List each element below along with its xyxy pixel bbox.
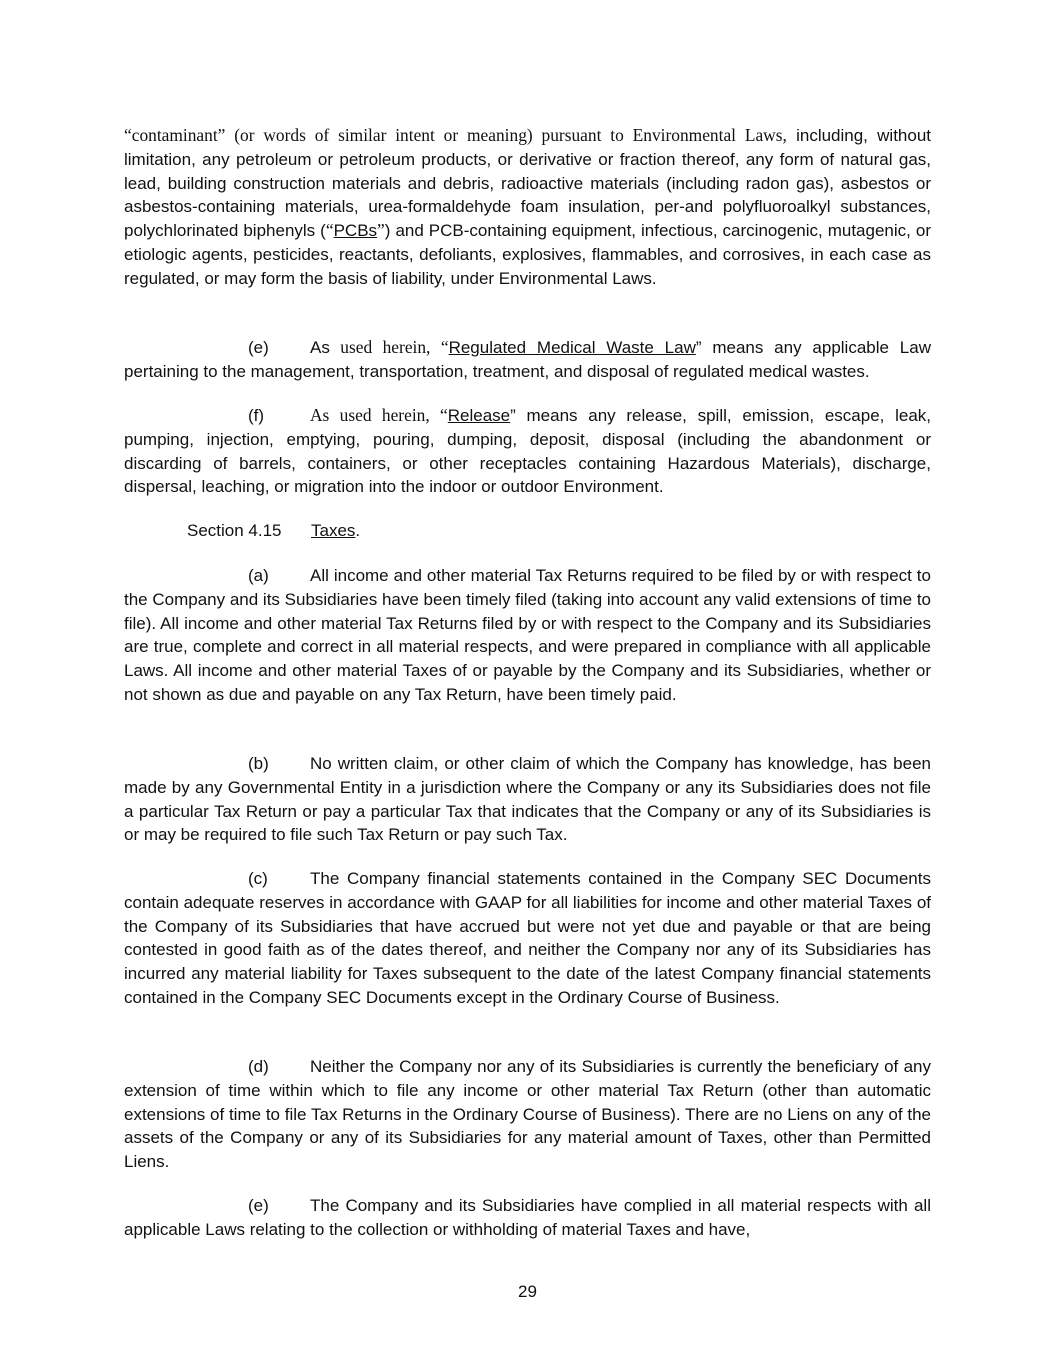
release-definition-text: ” means any release, spill, emission, escape, leak, pumping, injection, emptying, pouring, dumping, deposit, disposal (including the abandonment or discarding of barrels, containers, or other receptacles containing Hazardous Materials), discharge, dispersal, leaching, or migration into the indoor or outdoor Environment. [124, 406, 932, 497]
pcbs-quote-close: ” [377, 220, 385, 240]
tax-c-text: The Company financial statements contained in the Company SEC Documents contain adequate reserves in accordance with GAAP for all liabilities for income and other material Taxes of the Company of its Subsidiaries that have accrued but were not yet due and payable or that are being contested in good faith as of the dates thereof, and neither the Company nor any of its Subsidiaries has incurred any material liability for Taxes subsequent to the date of the latest Company financial statements contained in the Company SEC Documents except in the Ordinary Course of Business. [124, 869, 931, 1007]
paragraph-regulated-medical-waste-law [124, 336, 931, 384]
tax-d-text: Neither the Company nor any of its Subsidiaries is currently the beneficiary of any extension of time within which to file any income or other material Tax Return (other than automatic extensions of time to file Tax Returns in the Ordinary Course of Business). There are no Liens on any of the assets of the Company or any of its Subsidiaries for any material amount of Taxes, other than Permitted Liens. [124, 1057, 931, 1171]
clause-label-f: (f) [248, 406, 265, 425]
section-number: Section 4.15 [187, 521, 282, 540]
section-title: Taxes [311, 521, 356, 540]
clause-label-e-tax: (e) [248, 1196, 269, 1215]
release-used-herein-text: As used herein, “ [310, 405, 448, 425]
clause-label-d: (d) [248, 1057, 269, 1076]
pcbs-defined-term: PCBs [333, 221, 378, 240]
clause-label-b: (b) [248, 754, 269, 773]
as-word: As [310, 338, 330, 357]
contaminant-intro: “contaminant” (or words of similar intent or meaning) pursuant to Environmental Laws, [124, 125, 787, 145]
clause-label-a: (a) [248, 566, 269, 585]
paragraph-tax-a [124, 564, 931, 707]
pcbs-quote-open: “ [325, 220, 334, 240]
regulated-medical-waste-law-text: ” means any applicable Law pertaining to the management, transportation, treatment, and disposal of regulated medical wastes. [124, 338, 931, 381]
contaminant-text-part2: ) and PCB-containing equipment, infectious, carcinogenic, mutagenic, or etiologic agents, pesticides, reactants, defoliants, explosives, flammables, and corrosives, in each case as regulated, or may form the basis of liability, under Environmental Laws. [124, 221, 931, 288]
paragraph-tax-e [124, 1194, 931, 1242]
clause-label-e: (e) [248, 338, 269, 357]
paragraph-tax-b [124, 752, 931, 847]
tax-e-text: The Company and its Subsidiaries have complied in all material respects with all applicable Laws relating to the collection or withholding of material Taxes and have, [124, 1196, 931, 1239]
used-herein-text: used herein, “ [329, 337, 449, 357]
paragraph-contaminant-definition [124, 124, 931, 290]
page-number: 29 [518, 1282, 537, 1301]
paragraph-tax-c [124, 867, 931, 1010]
clause-label-c: (c) [248, 869, 268, 888]
paragraph-release-definition [124, 404, 931, 499]
tax-a-text: All income and other material Tax Returns required to be filed by or with respect to the Company and its Subsidiaries have been timely filed (taking into account any valid extensions of time to file). All income and other material Tax Returns filed by or with respect to the Company and its Subsidiaries are true, complete and correct in all material respects, and were prepared in compliance with all applicable Laws. All income and other material Taxes of or payable by the Company and its Subsidiaries, whether or not shown as due and payable on any Tax Return, have been timely paid. [124, 566, 932, 704]
tax-b-text: No written claim, or other claim of which the Company has knowledge, has been made by any Governmental Entity in a jurisdiction where the Company or any its Subsidiaries does not file a particular Tax Return or pay a particular Tax that indicates that the Company or any of its Subsidiaries is or may be required to file such Tax Return or pay such Tax. [124, 754, 931, 845]
section-title-period: . [355, 521, 361, 540]
paragraph-tax-d [124, 1055, 931, 1174]
contaminant-text-part1: including, without limitation, any petroleum or petroleum products, or derivative or fraction thereof, any form of natural gas, lead, building construction materials and debris, radioactive materials (including radon gas), asbestos or asbestos-containing materials, urea-formaldehyde foam insulation, per-and polyfluoroalkyl substances, polychlorinated biphenyls ( [124, 126, 931, 240]
release-defined-term: Release [447, 406, 511, 425]
section-heading-taxes [187, 519, 360, 543]
regulated-medical-waste-law-term: Regulated Medical Waste Law [448, 338, 696, 357]
